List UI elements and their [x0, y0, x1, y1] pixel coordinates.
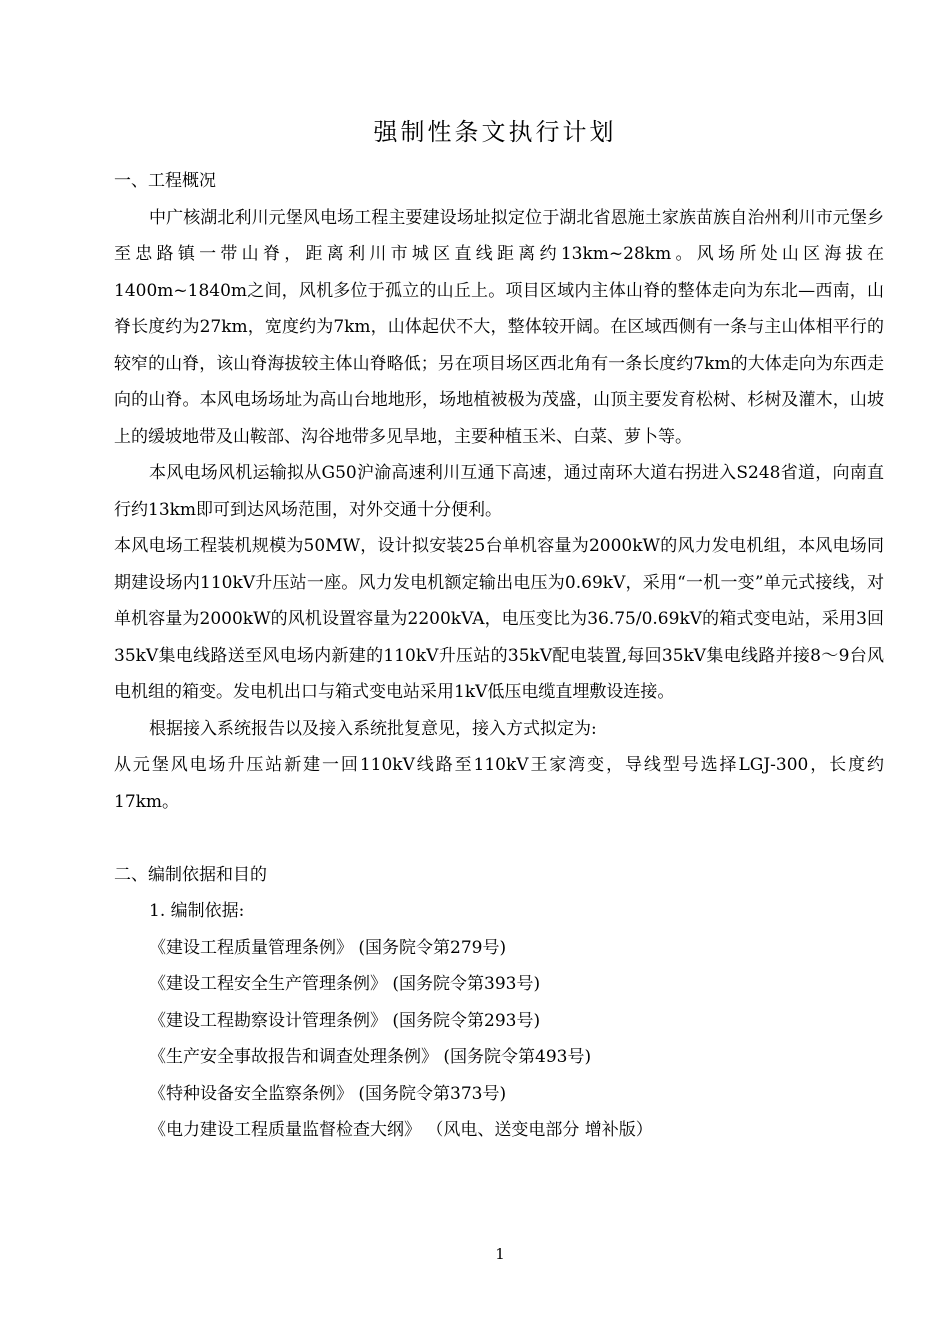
- paragraph-spacer: [114, 820, 884, 857]
- basis-list-item: 《生产安全事故报告和调查处理条例》 (国务院令第493号): [149, 1047, 592, 1067]
- basis-list-item: 《建设工程安全生产管理条例》 (国务院令第393号): [149, 974, 541, 994]
- basis-list-item: 《建设工程勘察设计管理条例》 (国务院令第293号): [149, 1010, 541, 1031]
- paragraph-site-description: 中广核湖北利川元堡风电场工程主要建设场址拟定位于湖北省恩施土家族苗族自治州利川市元堡乡至忠路镇一带山脊，距离利川市城区直线距离约13km~28km。风场所处山区海拔在1400m~1840m之间，风机多位于孤立的山丘上。项目区域内主体山脊的整体走向为东北—西南，山脊长度约为27km，宽度约为7km，山体起伏不大，整体较开阔。在区域西侧有一条与主山体相平行的较窄的山脊，该山脊海拔较主体山脊略低；另在项目场区西北角有一条长度约7km的大体走向为东西走向的山脊。本风电场场址为高山台地地形，场地植被极为茂盛，山顶主要发育松树、杉树及灌木，山坡上的缓坡地带及山鞍部、沟谷地带多见旱地，主要种植玉米、白菜、萝卜等。: [114, 207, 884, 447]
- section-heading-basis: 二、编制依据和目的: [114, 864, 267, 885]
- paragraph-grid-access-line: 从元堡风电场升压站新建一回110kV线路至110kV王家湾变，导线型号选择LGJ-300，长度约17km。: [114, 755, 884, 812]
- basis-list-item: 《电力建设工程质量监督检查大纲》 （风电、送变电部分 增补版）: [149, 1120, 653, 1140]
- section-heading-overview: 一、工程概况: [114, 171, 216, 191]
- document-title: 强制性条文执行计划: [373, 118, 617, 146]
- subsection-heading-basis: 1. 编制依据:: [149, 901, 245, 921]
- basis-list-item: 《建设工程质量管理条例》 (国务院令第279号): [149, 937, 507, 958]
- paragraph-installation-scale: 本风电场工程装机规模为50MW，设计拟安装25台单机容量为2000kW的风力发电机组，本风电场同期建设场内110kV升压站一座。风力发电机额定输出电压为0.69kV，采用“一机一变”单元式接线，对单机容量为2000kW的风机设置容量为2200kVA，电压变比为36.75/0.69kV的箱式变电站，采用3回35kV集电线路送至风电场内新建的110kV升压站的35kV配电装置,每回35kV集电线路并接8～9台风电机组的箱变。发电机出口与箱式变电站采用1kV低压电缆直埋敷设连接。: [114, 536, 884, 702]
- page-number: 1: [495, 1245, 505, 1263]
- basis-list-item: 《特种设备安全监察条例》 (国务院令第373号): [149, 1083, 507, 1104]
- paragraph-transport: 本风电场风机运输拟从G50沪渝高速利川互通下高速，通过南环大道右拐进入S248省道，向南直行约13km即可到达风场范围，对外交通十分便利。: [114, 463, 884, 520]
- paragraph-grid-access-intro: 根据接入系统报告以及接入系统批复意见，接入方式拟定为:: [149, 718, 597, 739]
- document-body: [114, 163, 884, 1149]
